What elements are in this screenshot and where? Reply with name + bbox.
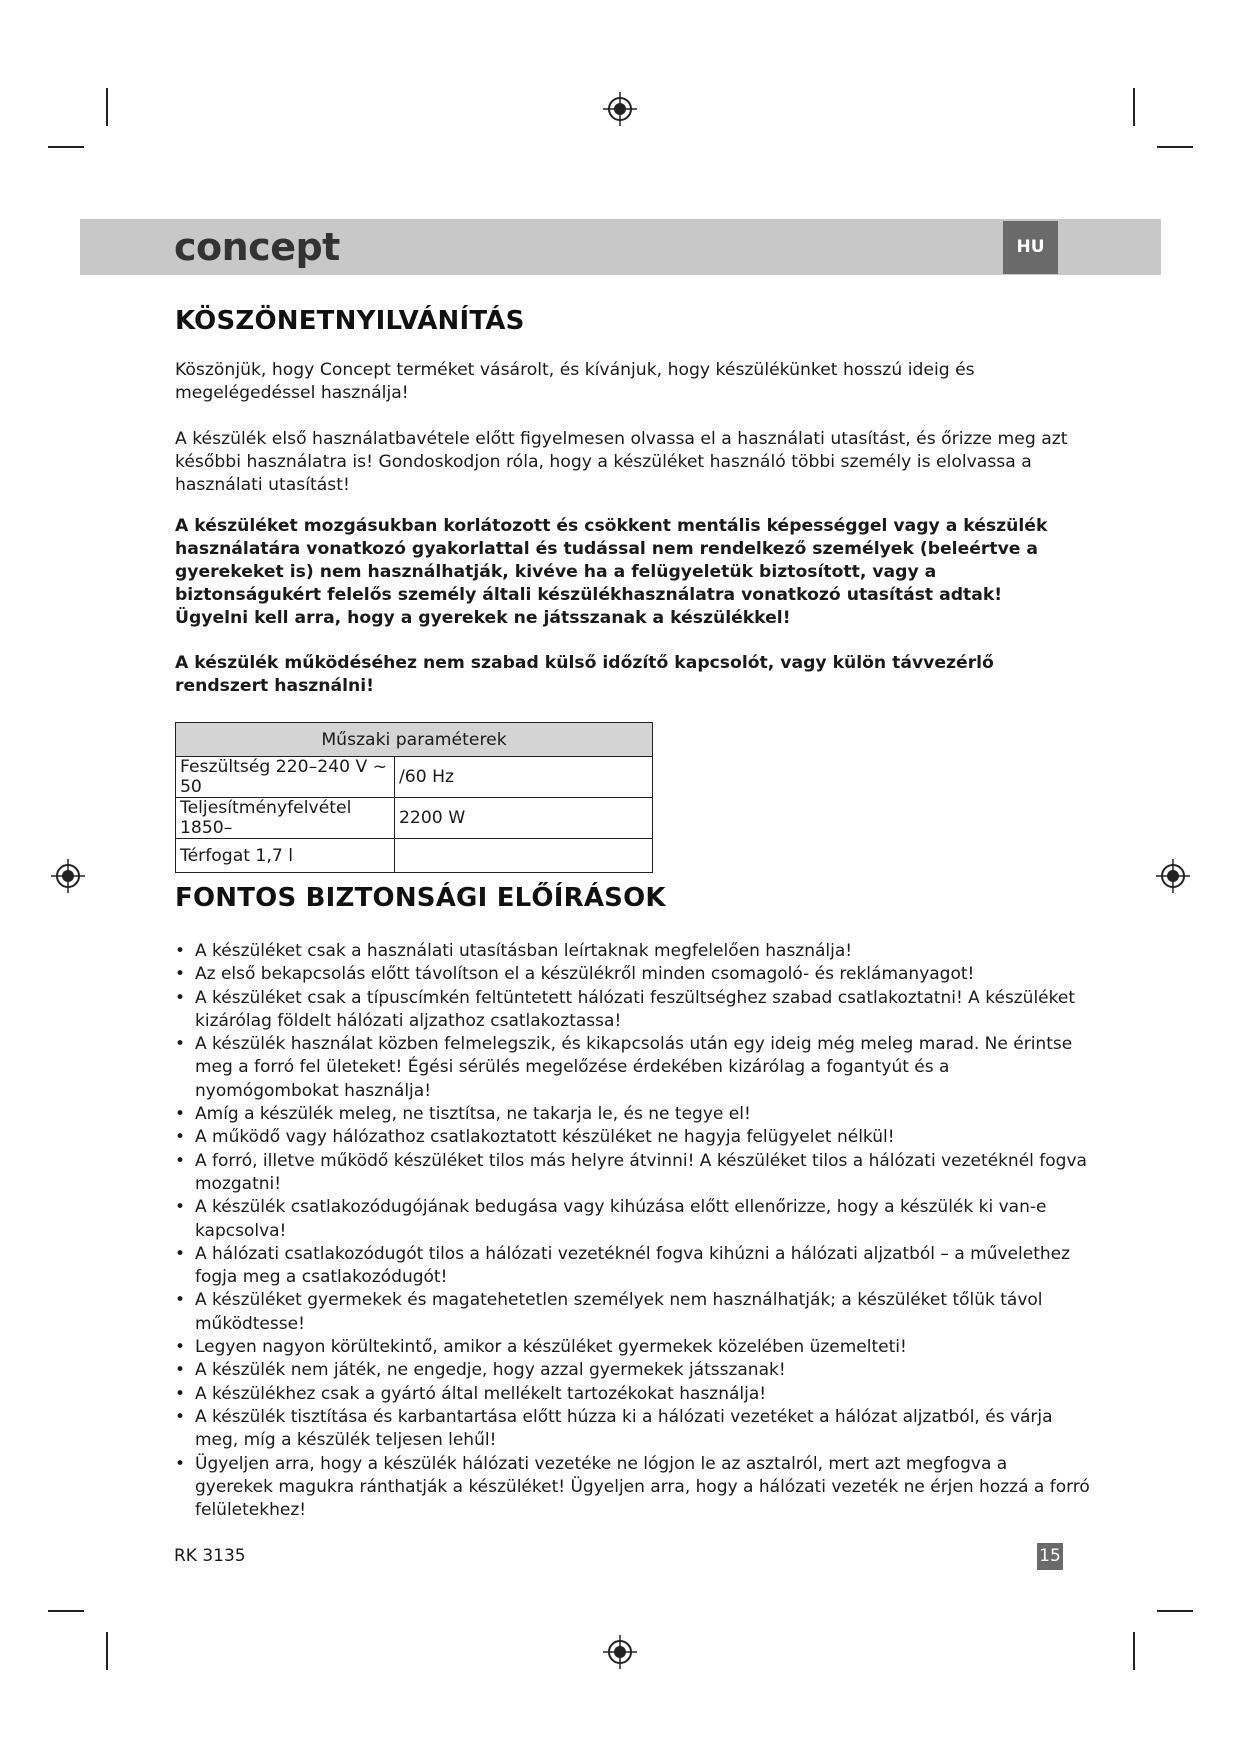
list-item: • A készülék nem játék, ne engedje, hogy azzal gyermekek játsszanak! [175,1359,1090,1382]
list-item: • A készüléket gyermekek és magatehetetlen személyek nem használhatják; a készüléket tőlük távol működtesse! [175,1289,1090,1336]
crop-mark [1157,146,1193,148]
safety-list-wrapper [175,940,1090,1522]
table-header: Műszaki paraméterek [176,723,653,757]
section-title: KÖSZÖNETNYILVÁNÍTÁS [175,306,525,336]
section-thanks [175,305,1080,337]
paragraph [175,428,1080,497]
list-item: • Amíg a készülék meleg, ne tisztítsa, ne takarja le, és ne tegye el! [175,1103,1090,1126]
model-number: RK 3135 [174,1546,246,1566]
paragraph-text: A készülék első használatbavétele előtt figyelmesen olvassa el a használati utasítást, és őrizze meg azt későbbi használatra is! Gondoskodjon róla, hogy a készüléket használó többi személy is elolvassa a használati utasítást! [175,429,1068,495]
crop-mark [48,1610,84,1612]
crop-mark [48,146,84,148]
page-number: 15 [1037,1543,1063,1570]
concept-logo: concept [174,225,340,269]
table-row [176,839,653,873]
list-item: • A forró, illetve működő készüléket tilos más helyre átvinni! A készüléket tilos a hálózati vezetéknél fogva mozgatni! [175,1150,1090,1197]
list-item: • A készüléket csak a használati utasításban leírtaknak megfelelően használja! [175,940,1090,963]
crop-mark [106,88,108,126]
list-item: • Ügyeljen arra, hogy a készülék hálózati vezetéke ne lógjon le az asztalról, mert azt megfogva a gyerekek magukra ránthatják a készüléket! Ügyeljen arra, hogy a hálózati vezeték ne érjen hozzá a forró felületekhez! [175,1453,1090,1523]
section-title: FONTOS BIZTONSÁGI ELŐÍRÁSOK [175,883,666,913]
paragraph-text: Köszönjük, hogy Concept terméket vásárolt, és kívánjuk, hogy készülékünket hosszú ideig és megelégedéssel használja! [175,360,975,403]
table-cell: Feszültség 220–240 V ~ 50 [176,757,395,798]
table-cell: Térfogat 1,7 l [176,839,395,873]
paragraph-text: A készülék működéséhez nem szabad külső időzítő kapcsolót, vagy külön távvezérlő rendszert használni! [175,653,994,696]
bold-paragraph [175,652,1080,698]
table-cell [395,839,653,873]
crop-mark [1133,88,1135,126]
language-badge: HU [1003,221,1058,274]
table-cell: /60 Hz [395,757,653,798]
list-item: • A hálózati csatlakozódugót tilos a hálózati vezetéknél fogva kihúzni a hálózati aljzatból – a művelethez fogja meg a csatlakozódugót! [175,1243,1090,1290]
registration-mark-icon [603,1635,637,1669]
crop-mark [1157,1610,1193,1612]
crop-mark [106,1632,108,1670]
table-row [176,798,653,839]
table-cell: Teljesítményfelvétel 1850– [176,798,395,839]
registration-mark-icon [603,92,637,126]
list-item: • A készülék használat közben felmelegszik, és kikapcsolás után egy ideig még meleg marad. Ne érintse meg a forró fel ületeket! Égési sérülés megelőzése érdekében kizárólag a fogantyút és a nyomógombokat használja! [175,1033,1090,1103]
list-item: • A működő vagy hálózathoz csatlakoztatott készüléket ne hagyja felügyelet nélkül! [175,1126,1090,1149]
list-item: • Az első bekapcsolás előtt távolítson el a készülékről minden csomagoló- és reklámanyagot! [175,963,1090,986]
table-cell: 2200 W [395,798,653,839]
table-header-row [176,723,653,757]
safety-list [175,940,1090,1522]
registration-mark-icon [1156,859,1190,893]
paragraph-text: A készüléket mozgásukban korlátozott és csökkent mentális képességgel vagy a készülék használatára vonatkozó gyakorlattal és tudással nem rendelkező személyek (beleértve a gyerekeket is) nem használhatják, kivéve ha a felügyeletük biztosított, vagy a biztonságukért felelős személy általi készülékhasználatra vonatkozó utasítást adtak! Ügyelni kell arra, hogy a gyerekek ne játsszanak a készülékkel! [175,516,1048,628]
section-safety [175,882,1080,914]
spec-table [175,722,653,873]
crop-mark [1133,1632,1135,1670]
list-item: • Legyen nagyon körültekintő, amikor a készüléket gyermekek közelében üzemelteti! [175,1336,1090,1359]
registration-mark-icon [51,859,85,893]
list-item: • A készülékhez csak a gyártó által mellékelt tartozékokat használja! [175,1383,1090,1406]
table-row [176,757,653,798]
list-item: • A készüléket csak a típuscímkén feltüntetett hálózati feszültséghez szabad csatlakoztatni! A készüléket kizárólag földelt hálózati aljzathoz csatlakoztassa! [175,987,1090,1034]
list-item: • A készülék csatlakozódugójának bedugása vagy kihúzása előtt ellenőrizze, hogy a készülék ki van-e kapcsolva! [175,1196,1090,1243]
bold-paragraph [175,515,1080,630]
list-item: • A készülék tisztítása és karbantartása előtt húzza ki a hálózati vezetéket a hálózat aljzatból, és várja meg, míg a készülék teljesen lehűl! [175,1406,1090,1453]
paragraph [175,359,1080,405]
